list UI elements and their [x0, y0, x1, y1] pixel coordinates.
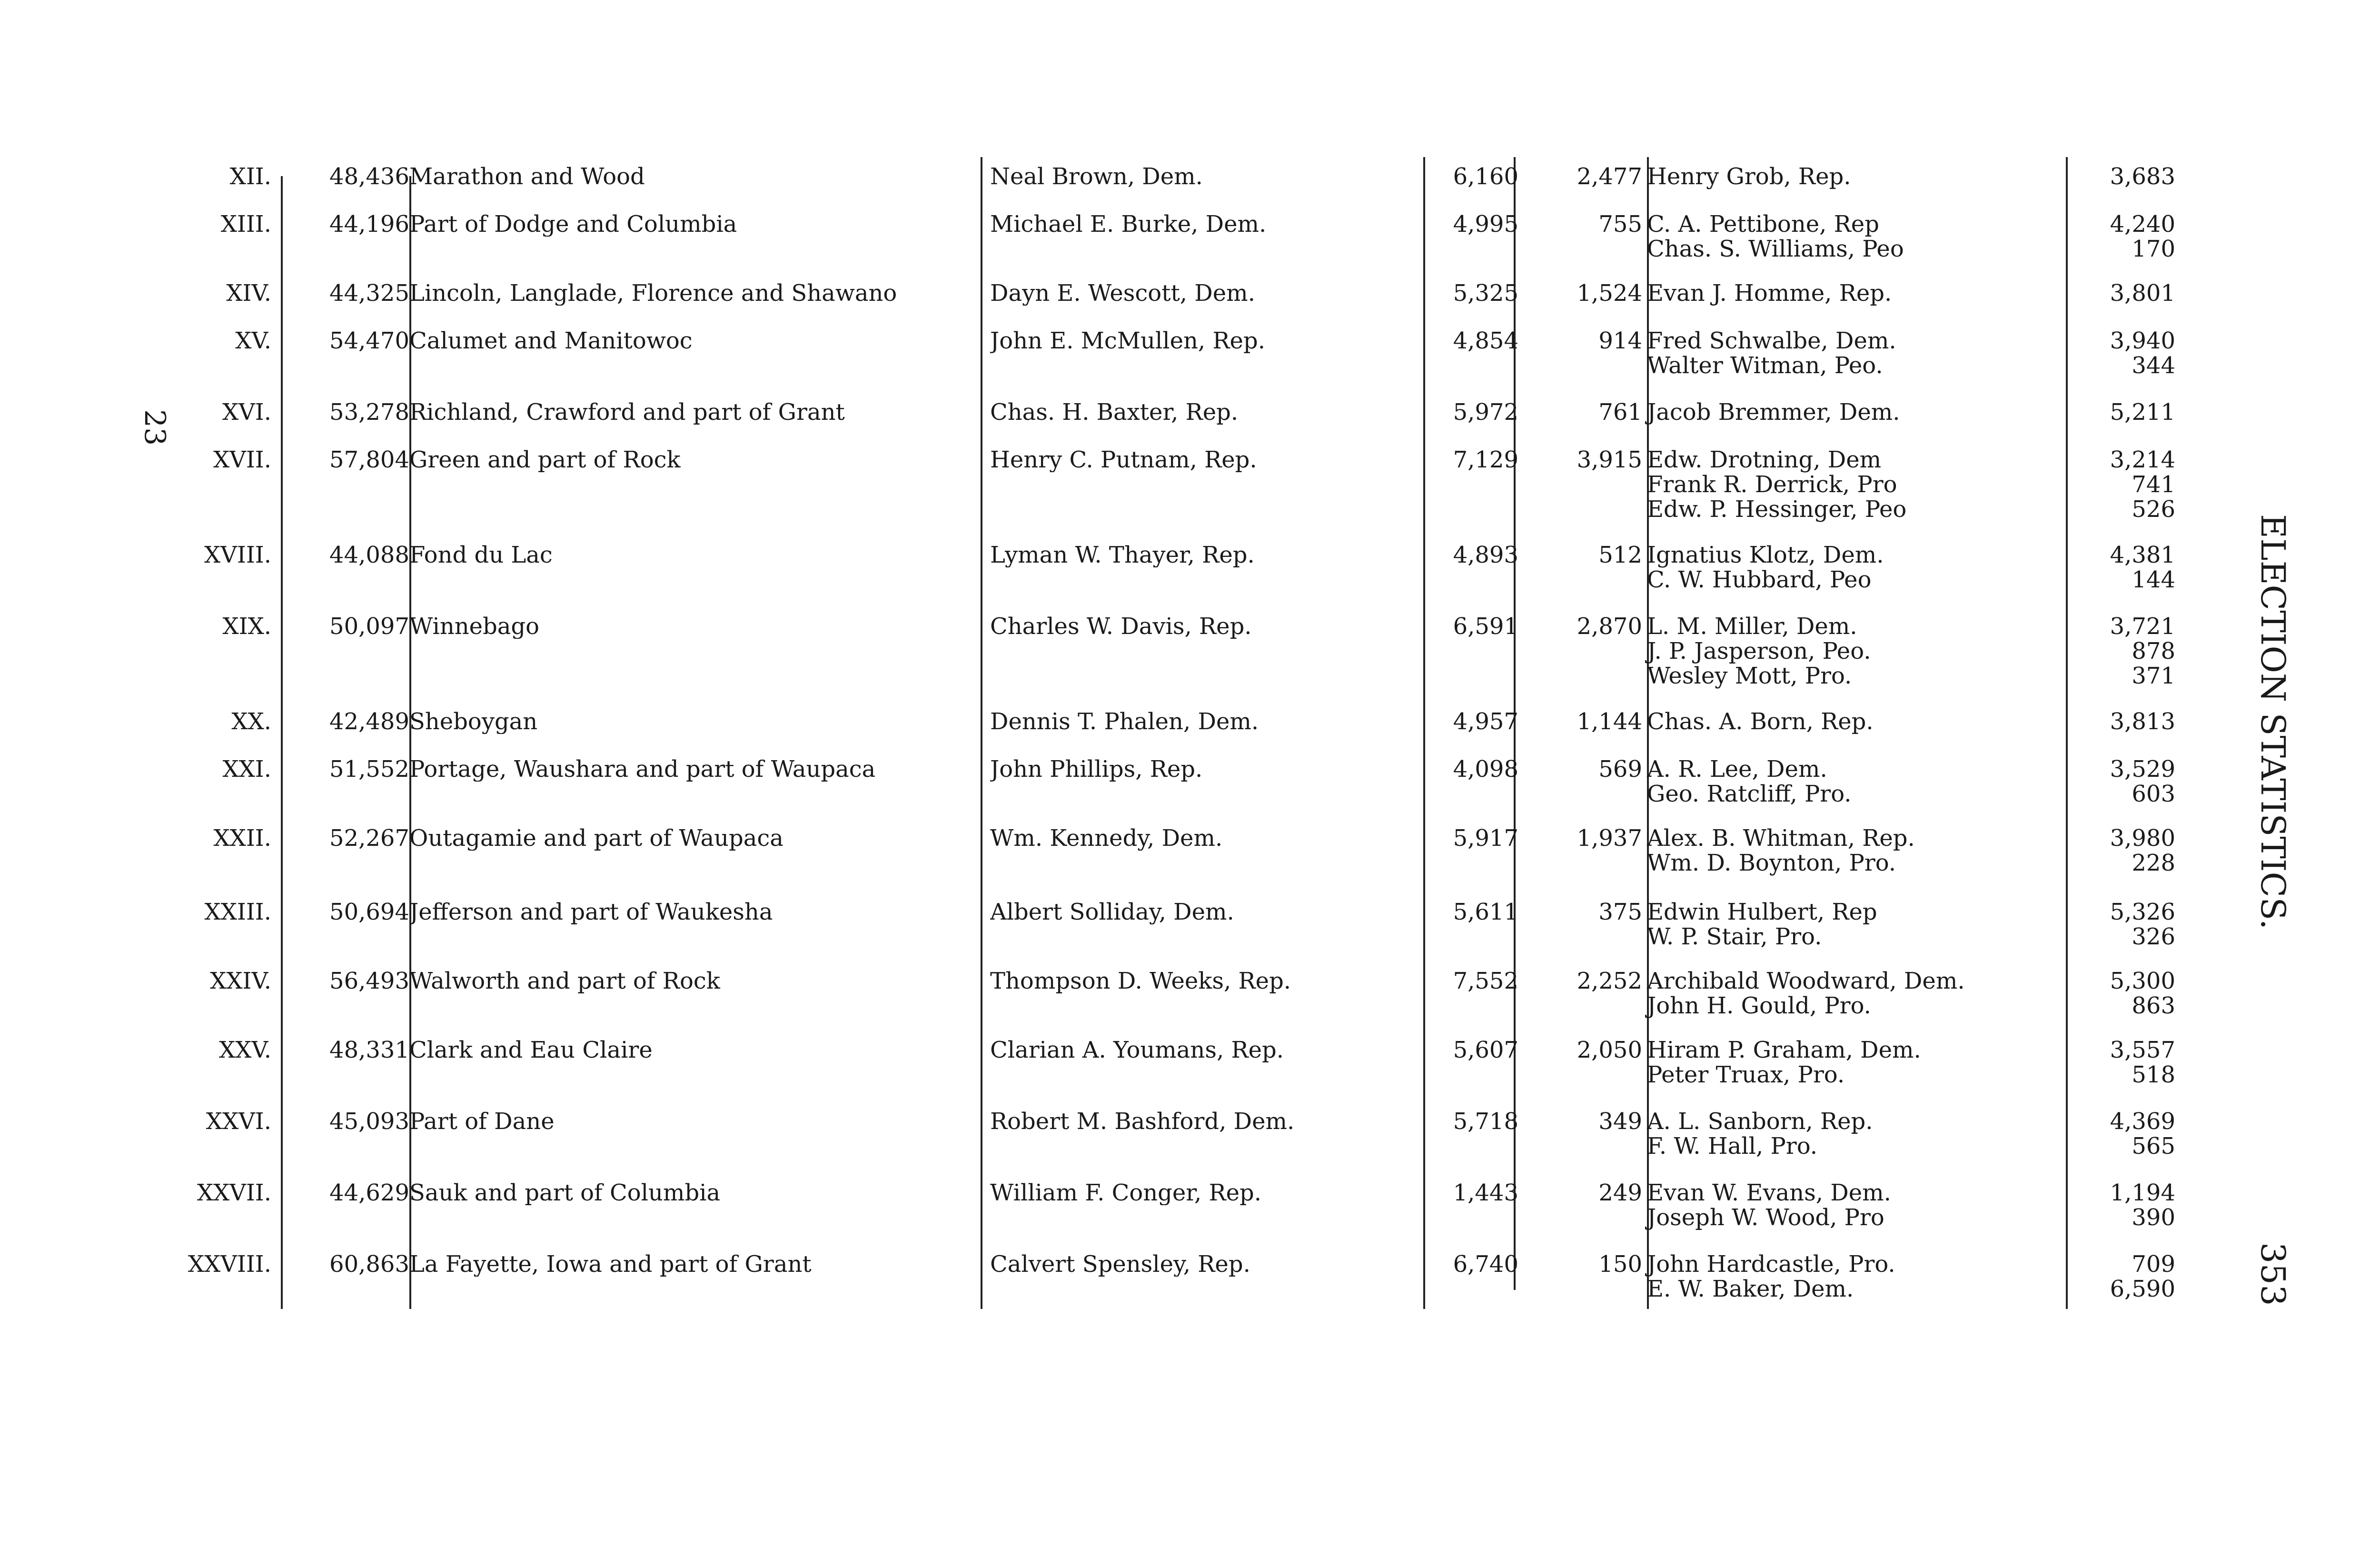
elected-member: Neal Brown, Dem. [990, 164, 1203, 189]
opponents [1647, 969, 2061, 1018]
opponent-vote: 603 [2132, 781, 2175, 807]
counties: Jefferson and part of Waukesha [409, 900, 773, 924]
population: 44,325 [329, 280, 409, 307]
opponent-votes [2061, 709, 2175, 734]
population: 50,694 [329, 899, 409, 925]
population: 48,331 [329, 1037, 409, 1063]
population: 53,278 [329, 399, 409, 426]
opponent-votes [2061, 164, 2175, 189]
opponents [1647, 212, 2061, 261]
plurality: 569 [1598, 756, 1642, 783]
opponent-name: A. R. Lee, Dem. [1647, 756, 1827, 783]
opponent-vote: 3,721 [2110, 613, 2175, 640]
opponent-name: Hiram P. Graham, Dem. [1647, 1037, 1921, 1063]
opponent-votes [2061, 969, 2175, 1018]
opponent-vote: 344 [2132, 352, 2175, 379]
elected-member: Robert M. Bashford, Dem. [990, 1109, 1295, 1134]
opponent-name: A. L. Sanborn, Rep. [1647, 1108, 1873, 1135]
counties: Calumet and Manitowoc [409, 328, 693, 353]
plurality: 249 [1598, 1179, 1642, 1206]
opponent-name: Jacob Bremmer, Dem. [1647, 399, 1900, 426]
opponent-name: Edwin Hulbert, Rep [1647, 899, 1877, 925]
district-number: XVII. [213, 446, 271, 473]
opponent-votes [2061, 826, 2175, 875]
district-number: XVIII. [204, 542, 271, 568]
plurality: 512 [1598, 542, 1642, 568]
opponent-name: Geo. Ratcliff, Pro. [1647, 781, 1852, 807]
population: 54,470 [329, 327, 409, 354]
opponent-votes [2061, 543, 2175, 592]
population: 44,196 [329, 211, 409, 238]
vote: 5,607 [1453, 1037, 1518, 1063]
counties: Clark and Eau Claire [409, 1038, 653, 1062]
counties: Part of Dodge and Columbia [409, 212, 737, 237]
counties: Walworth and part of Rock [409, 969, 720, 993]
district-number: XXVIII. [188, 1251, 271, 1278]
opponent-name: Chas. A. Born, Rep. [1647, 708, 1874, 735]
table-row [0, 900, 2380, 971]
elected-member: Dennis T. Phalen, Dem. [990, 709, 1259, 734]
opponent-votes [2061, 900, 2175, 949]
opponent-vote: 878 [2132, 638, 2175, 664]
opponent-name: F. W. Hall, Pro. [1647, 1133, 1818, 1160]
opponent-name: Joseph W. Wood, Pro [1647, 1204, 1884, 1231]
opponent-name: C. A. Pettibone, Rep [1647, 211, 1879, 238]
opponents [1647, 1109, 2061, 1159]
opponent-vote: 741 [2132, 471, 2175, 498]
elected-member: Charles W. Davis, Rep. [990, 614, 1252, 639]
opponents [1647, 281, 2061, 306]
vote: 5,611 [1453, 899, 1518, 925]
opponent-vote: 3,529 [2110, 756, 2175, 783]
signature-mark: 23 [138, 409, 171, 446]
district-number: XXII. [213, 825, 271, 852]
opponent-vote: 371 [2132, 663, 2175, 689]
counties: Sheboygan [409, 709, 538, 734]
opponent-votes [2061, 447, 2175, 522]
opponent-name: W. P. Stair, Pro. [1647, 923, 1822, 950]
opponent-votes [2061, 328, 2175, 378]
table-row [0, 1252, 2380, 1323]
opponent-name: Wesley Mott, Pro. [1647, 663, 1852, 689]
opponent-name: Edw. Drotning, Dem [1647, 446, 1882, 473]
vote: 5,972 [1453, 399, 1518, 426]
elected-member: John E. McMullen, Rep. [990, 328, 1265, 353]
opponent-vote: 326 [2132, 923, 2175, 950]
opponent-vote: 4,381 [2110, 542, 2175, 568]
running-head-title: ELECTION STATISTICS. [2253, 514, 2292, 930]
opponent-vote: 228 [2132, 850, 2175, 876]
opponent-name: C. W. Hubbard, Peo [1647, 566, 1872, 593]
table-row [0, 613, 2380, 689]
district-number: XVI. [222, 399, 271, 426]
elected-member: Dayn E. Wescott, Dem. [990, 281, 1255, 306]
elected-member: Wm. Kennedy, Dem. [990, 826, 1223, 851]
counties: Green and part of Rock [409, 447, 681, 472]
population: 44,629 [329, 1179, 409, 1206]
opponent-name: Fred Schwalbe, Dem. [1647, 327, 1896, 354]
population: 44,088 [329, 542, 409, 568]
opponents [1647, 1038, 2061, 1087]
counties: La Fayette, Iowa and part of Grant [409, 1252, 812, 1277]
population: 45,093 [329, 1108, 409, 1135]
elected-member: Chas. H. Baxter, Rep. [990, 400, 1239, 425]
opponent-votes [2061, 1109, 2175, 1159]
counties: Outagamie and part of Waupaca [409, 826, 783, 851]
opponent-vote: 144 [2132, 566, 2175, 593]
opponents [1647, 1252, 2061, 1301]
district-number: XIX. [222, 613, 271, 640]
district-number: XXV. [219, 1037, 271, 1063]
opponent-name: J. P. Jasperson, Peo. [1647, 638, 1871, 664]
plurality: 3,915 [1577, 446, 1642, 473]
opponent-vote: 170 [2132, 236, 2175, 262]
plurality: 349 [1598, 1108, 1642, 1135]
table-row [0, 826, 2380, 897]
district-number: XII. [229, 163, 271, 190]
district-number: XXIII. [204, 899, 271, 925]
opponent-name: Alex. B. Whitman, Rep. [1647, 825, 1915, 852]
plurality: 761 [1598, 399, 1642, 426]
district-number: XIII. [220, 211, 271, 238]
elected-member: Clarian A. Youmans, Rep. [990, 1038, 1284, 1062]
plurality: 1,524 [1577, 280, 1642, 307]
plurality: 755 [1598, 211, 1642, 238]
elected-member: Albert Solliday, Dem. [990, 900, 1234, 924]
opponent-vote: 4,369 [2110, 1108, 2175, 1135]
elected-member: Lyman W. Thayer, Rep. [990, 543, 1255, 567]
vote: 7,129 [1453, 446, 1518, 473]
district-number: XXIV. [210, 968, 271, 994]
table-row [0, 1038, 2380, 1109]
district-number: XV. [235, 327, 271, 354]
population: 60,863 [329, 1251, 409, 1278]
opponent-vote: 3,980 [2110, 825, 2175, 852]
opponent-name: Peter Truax, Pro. [1647, 1061, 1845, 1088]
opponent-votes [2061, 1180, 2175, 1230]
plurality: 150 [1598, 1251, 1642, 1278]
opponent-vote: 3,214 [2110, 446, 2175, 473]
elected-member: Thompson D. Weeks, Rep. [990, 969, 1291, 993]
opponent-votes [2061, 614, 2175, 688]
opponent-name: E. W. Baker, Dem. [1647, 1276, 1854, 1302]
plurality: 2,477 [1577, 163, 1642, 190]
elected-member: John Phillips, Rep. [990, 757, 1203, 782]
opponent-vote: 6,590 [2110, 1276, 2175, 1302]
population: 50,097 [329, 613, 409, 640]
opponent-name: Archibald Woodward, Dem. [1647, 968, 1965, 994]
table-row [0, 969, 2380, 1040]
opponent-vote: 5,211 [2110, 399, 2175, 426]
opponents [1647, 826, 2061, 875]
plurality: 914 [1598, 327, 1642, 354]
counties: Winnebago [409, 614, 540, 639]
opponent-name: L. M. Miller, Dem. [1647, 613, 1857, 640]
opponent-vote: 3,557 [2110, 1037, 2175, 1063]
vote: 4,995 [1453, 211, 1518, 238]
opponent-vote: 390 [2132, 1204, 2175, 1231]
opponent-vote: 3,940 [2110, 327, 2175, 354]
vote: 6,591 [1453, 613, 1518, 640]
population: 42,489 [329, 708, 409, 735]
table-row [0, 757, 2380, 828]
district-number: XXVII. [197, 1179, 271, 1206]
opponent-votes [2061, 281, 2175, 306]
opponent-vote: 565 [2132, 1133, 2175, 1160]
opponent-name: Edw. P. Hessinger, Peo [1647, 496, 1907, 523]
opponent-vote: 709 [2132, 1251, 2175, 1278]
elected-member: Michael E. Burke, Dem. [990, 212, 1267, 237]
opponent-name: John H. Gould, Pro. [1647, 992, 1871, 1019]
counties: Fond du Lac [409, 543, 553, 567]
district-number: XXVI. [206, 1108, 271, 1135]
opponent-name: Evan J. Homme, Rep. [1647, 280, 1892, 307]
plurality: 2,870 [1577, 613, 1642, 640]
opponent-votes [2061, 1038, 2175, 1087]
vote: 5,325 [1453, 280, 1518, 307]
opponent-name: Evan W. Evans, Dem. [1647, 1179, 1891, 1206]
vote: 5,718 [1453, 1108, 1518, 1135]
elected-member: William F. Conger, Rep. [990, 1180, 1262, 1205]
opponents [1647, 543, 2061, 592]
opponent-vote: 526 [2132, 496, 2175, 523]
counties: Marathon and Wood [409, 164, 645, 189]
vote: 7,552 [1453, 968, 1518, 994]
opponent-name: Frank R. Derrick, Pro [1647, 471, 1897, 498]
opponents [1647, 447, 2061, 522]
population: 57,804 [329, 446, 409, 473]
elected-member: Calvert Spensley, Rep. [990, 1252, 1250, 1277]
counties: Part of Dane [409, 1109, 555, 1134]
table-row [0, 1109, 2380, 1180]
vote: 4,893 [1453, 542, 1518, 568]
opponents [1647, 709, 2061, 734]
opponent-vote: 3,801 [2110, 280, 2175, 307]
vote: 1,443 [1453, 1179, 1518, 1206]
opponent-vote: 518 [2132, 1061, 2175, 1088]
elected-member: Henry C. Putnam, Rep. [990, 447, 1257, 472]
district-number: XX. [231, 708, 271, 735]
vote: 5,917 [1453, 825, 1518, 852]
opponent-votes [2061, 1252, 2175, 1301]
vote: 6,740 [1453, 1251, 1518, 1278]
opponent-name: Ignatius Klotz, Dem. [1647, 542, 1884, 568]
opponent-vote: 5,326 [2110, 899, 2175, 925]
plurality: 1,144 [1577, 708, 1642, 735]
vote: 4,957 [1453, 708, 1518, 735]
opponent-vote: 5,300 [2110, 968, 2175, 994]
opponents [1647, 1180, 2061, 1230]
opponent-vote: 3,683 [2110, 163, 2175, 190]
opponents [1647, 614, 2061, 688]
vote: 6,160 [1453, 163, 1518, 190]
counties: Portage, Waushara and part of Waupaca [409, 757, 876, 782]
opponent-name: John Hardcastle, Pro. [1647, 1251, 1895, 1278]
population: 48,436 [329, 163, 409, 190]
page-number: 353 [2253, 1242, 2292, 1306]
table-row [0, 446, 2380, 523]
opponent-votes [2061, 757, 2175, 806]
table-row [0, 1180, 2380, 1252]
population: 52,267 [329, 825, 409, 852]
plurality: 2,252 [1577, 968, 1642, 994]
opponents [1647, 164, 2061, 189]
opponents [1647, 900, 2061, 949]
counties: Sauk and part of Columbia [409, 1180, 721, 1205]
opponent-name: Walter Witman, Peo. [1647, 352, 1883, 379]
table-row [0, 212, 2380, 283]
vote: 4,854 [1453, 327, 1518, 354]
district-number: XIV. [226, 280, 271, 307]
opponent-name: Wm. D. Boynton, Pro. [1647, 850, 1896, 876]
population: 56,493 [329, 968, 409, 994]
district-number: XXI. [222, 756, 271, 783]
opponent-votes [2061, 212, 2175, 261]
table-row [0, 543, 2380, 614]
opponents [1647, 400, 2061, 425]
vote: 4,098 [1453, 756, 1518, 783]
opponent-vote: 1,194 [2110, 1179, 2175, 1206]
plurality: 375 [1598, 899, 1642, 925]
opponent-name: Henry Grob, Rep. [1647, 163, 1851, 190]
opponent-vote: 4,240 [2110, 211, 2175, 238]
opponents [1647, 757, 2061, 806]
opponent-name: Chas. S. Williams, Peo [1647, 236, 1904, 262]
table-row [0, 328, 2380, 400]
opponents [1647, 328, 2061, 378]
counties: Richland, Crawford and part of Grant [409, 400, 845, 425]
plurality: 1,937 [1577, 825, 1642, 852]
opponent-vote: 863 [2132, 992, 2175, 1019]
opponent-vote: 3,813 [2110, 708, 2175, 735]
counties: Lincoln, Langlade, Florence and Shawano [409, 281, 897, 306]
plurality: 2,050 [1577, 1037, 1642, 1063]
opponent-votes [2061, 400, 2175, 425]
population: 51,552 [329, 756, 409, 783]
